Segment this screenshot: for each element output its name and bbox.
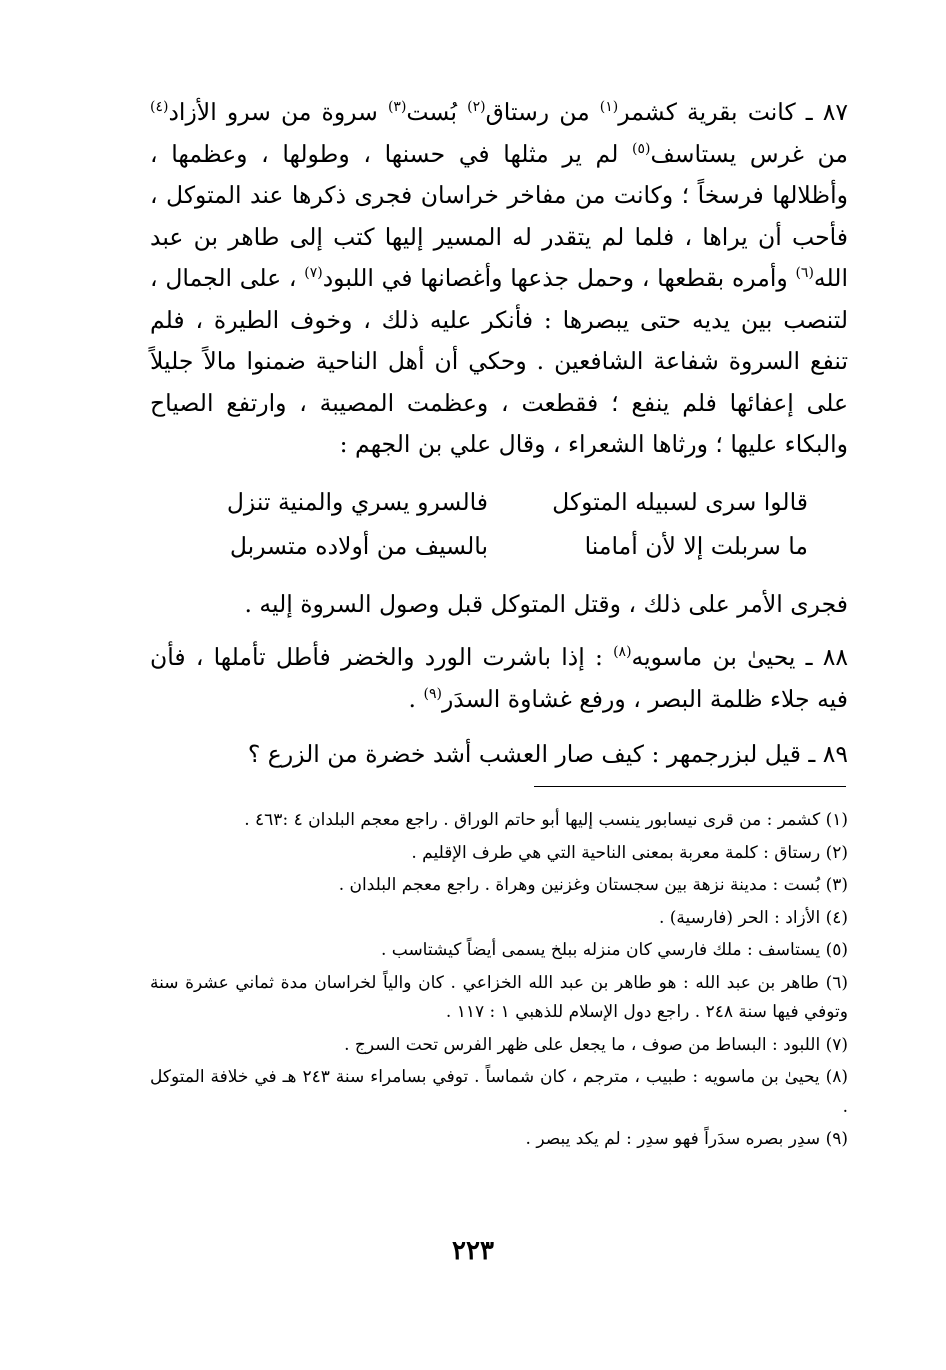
poem-verse xyxy=(150,524,808,568)
main-text xyxy=(150,92,848,776)
p87-text-a: ٨٧ ـ كانت بقرية كشمر xyxy=(618,98,848,126)
p87-text-c: بُست xyxy=(406,98,468,126)
p88-text-a: ٨٨ ـ يحيىٰ بن ماسويه xyxy=(631,643,848,671)
verse-second-hemistich: بالسيف من أولاده متسربل xyxy=(229,531,488,560)
verse-first-hemistich: ما سربلت إلا لأن أمامنا xyxy=(584,531,808,560)
footnote-ref-4: (٤) xyxy=(150,99,169,116)
footnote-9: (٩) سدِر بصره سدَراً فهو سدِر : لم يكد يبصر . xyxy=(525,1129,848,1149)
footnote-5: (٥) يستاسف : ملك فارسي كان منزله ببلخ يسمى أيضاً كيشتاسب . xyxy=(380,940,848,960)
poem xyxy=(150,480,848,568)
paragraph-88 xyxy=(150,637,848,720)
footnote-ref-9: (٩) xyxy=(423,685,442,702)
page-number: ٢٢٣ xyxy=(452,1236,494,1266)
footnote-ref-2: (٢) xyxy=(467,99,486,116)
footnote-separator xyxy=(534,786,846,787)
footnote-2: (٢) رستاق : كلمة معربة بمعنى الناحية التي هي طرف الإقليم . xyxy=(411,842,848,863)
poem-verse xyxy=(150,480,808,524)
paragraph-87 xyxy=(150,92,848,466)
p87-text-h: ، على الجمال ، لتنصب بين يديه حتى يبصرها : فأنكر عليه ذلك ، وخوف الطيرة ، فلم تنفع السروة شفاعة الشافعين . وحكي أن أهل الناحية ضمنوا مالاً جليلاً على إعفائها فلم ينفع ؛ فقطعت ، وعظمت المصيبة ، وارتفع الصياح والبكاء عليها ؛ ورثاها الشعراء ، وقال علي بن الجهم : xyxy=(150,264,848,458)
footnote-8: (٨) يحيىٰ بن ماسويه : طبيب ، مترجم ، كان شماساً . توفي بسامراء سنة ٢٤٣ هـ في خلافة المتوكل . xyxy=(150,1067,848,1117)
p87-text-b: من رستاق xyxy=(485,98,600,126)
footnote-ref-1: (١) xyxy=(599,99,619,116)
footnotes xyxy=(150,806,848,1158)
footnote-3: (٣) بُست : مدينة نزهة بين سجستان وغزنين وهراة . راجع معجم البلدان . xyxy=(338,875,848,895)
footnote-ref-6: (٦) xyxy=(795,265,814,282)
footnote-4: (٤) الأزاد : الحر (فارسية) . xyxy=(658,907,848,928)
footnote-1: (١) كشمر : من قرى نيسابور ينسب إليها أبو حاتم الوراق . راجع معجم البلدان ٤ :٤٦٣ . xyxy=(244,810,848,830)
p87-text-g: وأمره بقطعها ، وحمل جذعها وأغصانها في اللبود xyxy=(322,264,796,292)
p87-text-e: من غرس يستاسف xyxy=(650,139,848,168)
paragraph-89: ٨٩ ـ قيل لبزرجمهر : كيف صار العشب أشد خضرة من الزرع ؟ xyxy=(247,740,848,768)
footnote-ref-8: (٨) xyxy=(613,644,632,661)
footnote-6: (٦) طاهر بن عبد الله : هو طاهر بن عبد الله الخزاعي . كان والياً لخراسان مدة ثماني عشرة سنة وتوفي فيها سنة ٢٤٨ . راجع دول الإسلام للذهبي ١ : ١١٧ . xyxy=(150,972,848,1022)
p87-text-f: لم ير مثلها في حسنها ، وطولها ، وعظمها ، وأظلالها فرسخاً ؛ وكانت من مفاخر خراسان فجرى ذكرها عند المتوكل ، فأحب أن يراها ، فلما لم يتقدر له المسير إليها كتب إلى طاهر بن عبد الله xyxy=(150,139,848,292)
footnote-ref-3: (٣) xyxy=(387,99,407,116)
verse-first-hemistich: قالوا سرى لسبيله المتوكل xyxy=(552,487,808,516)
p87-text-d: سروة من سرو الأزاد xyxy=(168,98,388,126)
footnote-7: (٧) اللبود : البساط من صوف ، ما يجعل على ظهر الفرس تحت السرج . xyxy=(344,1034,848,1055)
verse-second-hemistich: فالسرو يسري والمنية تنزل xyxy=(226,487,488,516)
footnote-ref-5: (٥) xyxy=(632,140,651,157)
p88-text-c: . xyxy=(408,684,424,713)
p88-text-b: : إذا باشرت الورد والخضر فأطل تأملها ، فأن فيه جلاء ظلمة البصر ، ورفع غشاوة السدَر xyxy=(150,643,848,713)
paragraph-after-poem: فجرى الأمر على ذلك ، وقتل المتوكل قبل وصول السروة إليه . xyxy=(244,589,848,618)
footnote-ref-7: (٧) xyxy=(304,265,323,282)
